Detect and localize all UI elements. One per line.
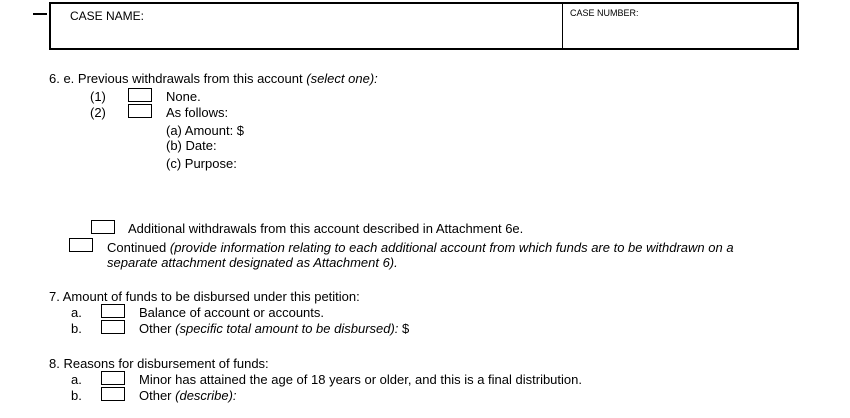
additional-withdrawals-label: Additional withdrawals from this account described in Attachment 6e. (128, 221, 524, 236)
section-6e-title: 6. e. Previous withdrawals from this account (select one): (49, 71, 378, 86)
amount-label: (a) Amount: $ (166, 123, 245, 138)
continued-label: Continued (107, 240, 167, 255)
option-2-label: As follows: (166, 105, 229, 120)
section-8-a-letter: a. (71, 372, 82, 387)
section-7-a-checkbox[interactable] (101, 304, 125, 318)
section-8-b-label: Other (139, 388, 172, 403)
section-8-b-text (139, 388, 237, 403)
section-7-b-letter: b. (71, 321, 82, 336)
case-header-box (49, 2, 799, 50)
purpose-label: (c) Purpose: (166, 156, 237, 171)
additional-withdrawals-checkbox[interactable] (91, 220, 115, 234)
continued-checkbox[interactable] (69, 238, 93, 252)
option-2-number: (2) (90, 105, 106, 120)
section-8-a-label: Minor has attained the age of 18 years or older, and this is a final distribution. (139, 372, 582, 387)
option-1-number: (1) (90, 89, 106, 104)
option-1-label: None. (166, 89, 201, 104)
case-number-label: CASE NUMBER: (570, 8, 639, 18)
section-7-b-checkbox[interactable] (101, 320, 125, 334)
option-2-checkbox[interactable] (128, 104, 152, 118)
date-label: (b) Date: (166, 138, 217, 153)
header-divider (562, 2, 563, 50)
section-7-b-note: (specific total amount to be disbursed): (175, 321, 399, 336)
continued-text (107, 240, 787, 270)
section-7-title: 7. Amount of funds to be disbursed under this petition: (49, 289, 360, 304)
section-8-title: 8. Reasons for disbursement of funds: (49, 356, 269, 371)
section-7-b-text (139, 321, 409, 336)
section-7-a-label: Balance of account or accounts. (139, 305, 325, 320)
section-6e-title-note: (select one): (306, 71, 378, 86)
section-8-b-letter: b. (71, 388, 82, 403)
section-7-b-suffix: $ (398, 321, 410, 336)
option-1-checkbox[interactable] (128, 88, 152, 102)
case-name-label: CASE NAME: (70, 9, 145, 23)
continued-note: (provide information relating to each additional account from which funds are to be withdrawn on a separate attachment designated as Attachment 6). (107, 240, 734, 270)
section-8-b-checkbox[interactable] (101, 387, 125, 401)
section-7-b-label: Other (139, 321, 172, 336)
section-7-a-letter: a. (71, 305, 82, 320)
section-8-a-checkbox[interactable] (101, 371, 125, 385)
section-8-b-note: (describe): (175, 388, 237, 403)
corner-mark (33, 13, 47, 15)
